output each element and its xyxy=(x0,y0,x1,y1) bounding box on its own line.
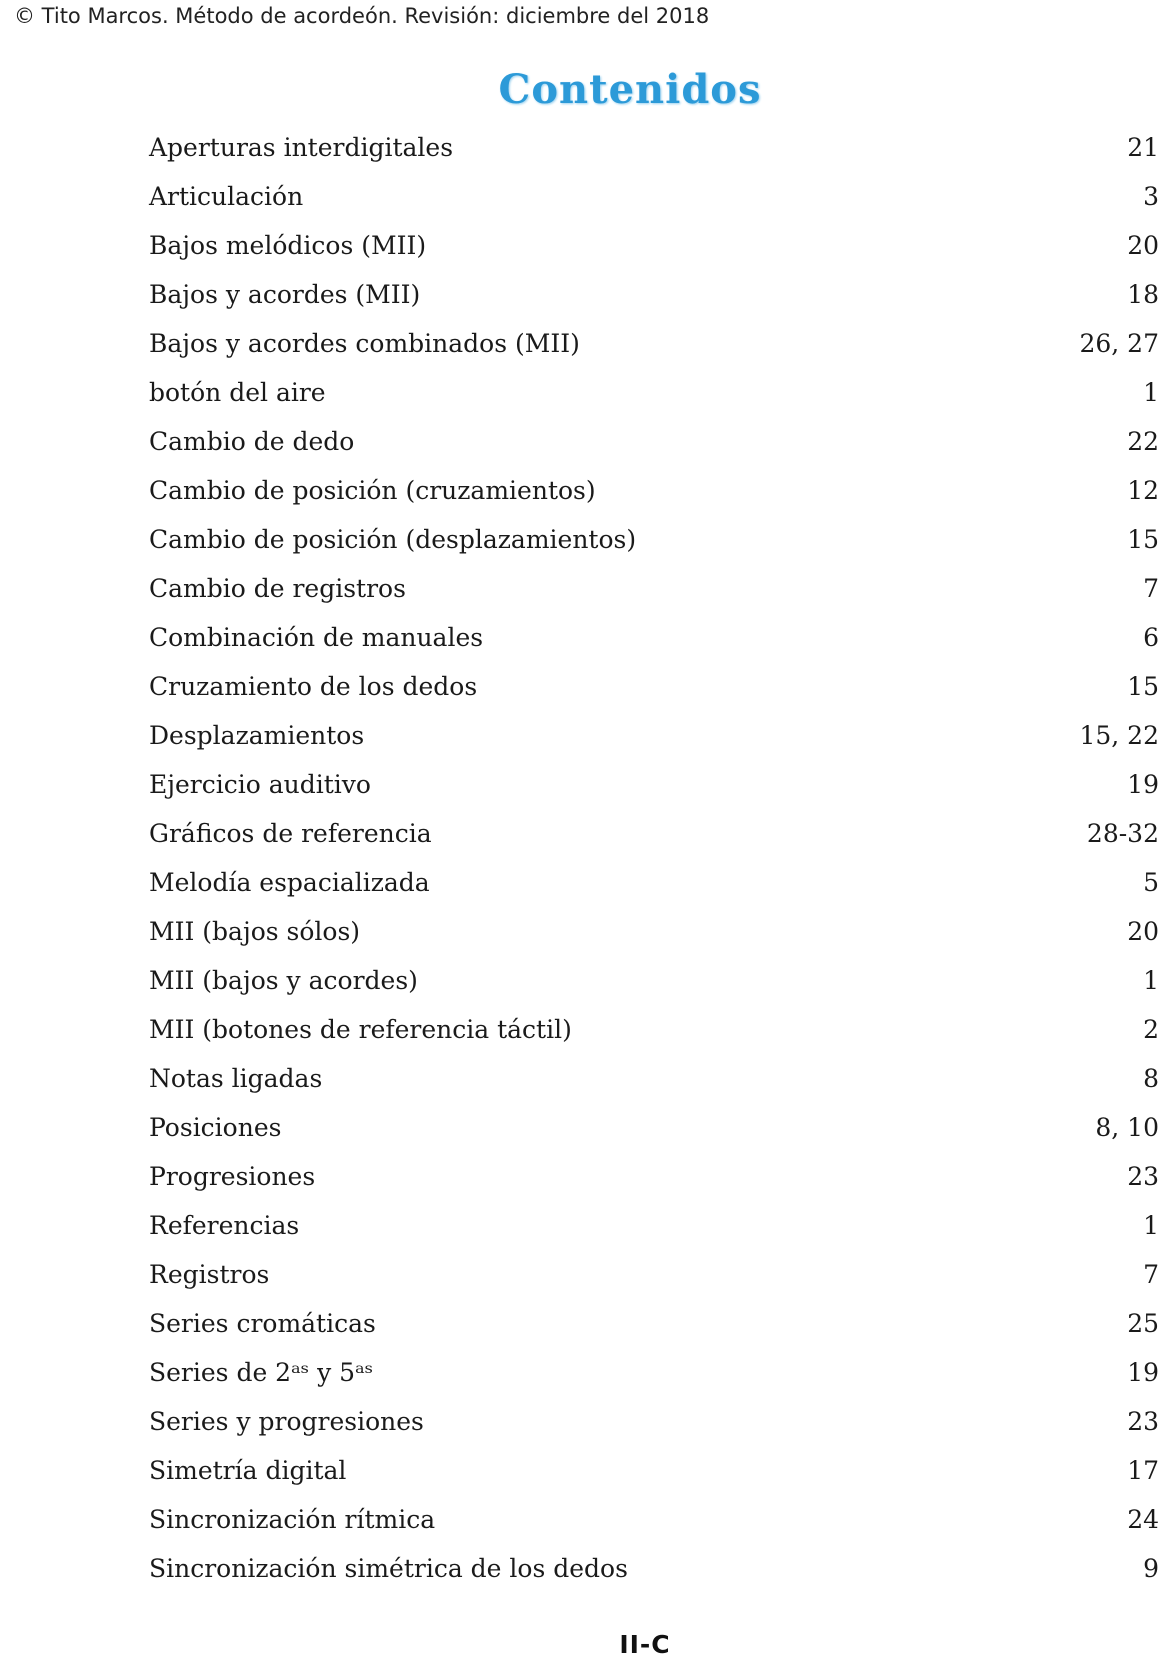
toc-entry-page: 1 xyxy=(1143,378,1159,407)
toc-entry-page: 23 xyxy=(1127,1407,1159,1436)
toc-entry xyxy=(149,319,1159,368)
toc-entry-label: Articulación xyxy=(149,182,304,211)
toc-entry xyxy=(149,662,1159,711)
toc-entry xyxy=(149,1250,1159,1299)
toc-entry-label: Bajos melódicos (MII) xyxy=(149,231,427,260)
toc-entry-page: 12 xyxy=(1127,476,1159,505)
toc-entry-page: 1 xyxy=(1143,966,1159,995)
toc-entry-page: 21 xyxy=(1127,133,1159,162)
toc-entry-page: 19 xyxy=(1127,770,1159,799)
toc-entry-label: Sincronización rítmica xyxy=(149,1505,436,1534)
toc-entry-label: Melodía espacializada xyxy=(149,868,430,897)
toc-entry xyxy=(149,368,1159,417)
toc-entry-page: 25 xyxy=(1127,1309,1159,1338)
toc-entry xyxy=(149,956,1159,1005)
toc-entry-page: 8 xyxy=(1143,1064,1159,1093)
toc-entry-label: Series y progresiones xyxy=(149,1407,424,1436)
toc-entry-label: Simetría digital xyxy=(149,1456,347,1485)
toc-entry-label: Registros xyxy=(149,1260,270,1289)
toc-entry-label: Referencias xyxy=(149,1211,300,1240)
toc-entry-page: 6 xyxy=(1143,623,1159,652)
toc-entry-label: Progresiones xyxy=(149,1162,316,1191)
toc-entry xyxy=(149,1005,1159,1054)
toc-entry-label: MII (bajos y acordes) xyxy=(149,966,418,995)
toc-entry xyxy=(149,809,1159,858)
toc-entry-page: 24 xyxy=(1127,1505,1159,1534)
toc-entry-label: Series cromáticas xyxy=(149,1309,376,1338)
toc-entry-page: 2 xyxy=(1143,1015,1159,1044)
toc-entry xyxy=(149,907,1159,956)
toc-entry-page: 28-32 xyxy=(1086,819,1159,848)
toc-entry-page: 15, 22 xyxy=(1079,721,1159,750)
toc-entry-page: 15 xyxy=(1127,525,1159,554)
toc-entry-label: Series de 2ᵃˢ y 5ᵃˢ xyxy=(149,1358,374,1387)
toc-entry xyxy=(149,221,1159,270)
toc-entry-page: 23 xyxy=(1127,1162,1159,1191)
toc-entry-label: Notas ligadas xyxy=(149,1064,323,1093)
toc-entry-label: Cambio de posición (cruzamientos) xyxy=(149,476,596,505)
toc-entry-page: 17 xyxy=(1127,1456,1159,1485)
toc-entry xyxy=(149,1103,1159,1152)
toc-entry-page: 20 xyxy=(1127,231,1159,260)
toc-entry-label: Cruzamiento de los dedos xyxy=(149,672,478,701)
toc-entry-label: Desplazamientos xyxy=(149,721,365,750)
toc-entry-label: Cambio de registros xyxy=(149,574,406,603)
toc-entry-page: 26, 27 xyxy=(1079,329,1159,358)
toc-entry xyxy=(149,270,1159,319)
toc-entry-label: Cambio de dedo xyxy=(149,427,355,456)
toc-entry-label: Bajos y acordes combinados (MII) xyxy=(149,329,580,358)
toc-entry-page: 7 xyxy=(1143,1260,1159,1289)
toc-entry-page: 8, 10 xyxy=(1095,1113,1159,1142)
toc-entry-page: 3 xyxy=(1143,182,1159,211)
toc-entry-label: MII (botones de referencia táctil) xyxy=(149,1015,572,1044)
toc-entry xyxy=(149,1152,1159,1201)
toc-entry-page: 22 xyxy=(1127,427,1159,456)
toc-entry xyxy=(149,172,1159,221)
toc-entry xyxy=(149,1299,1159,1348)
toc-entry-label: Posiciones xyxy=(149,1113,282,1142)
toc-entry-page: 18 xyxy=(1127,280,1159,309)
toc-entry-label: Gráficos de referencia xyxy=(149,819,432,848)
toc-entry xyxy=(149,1201,1159,1250)
page-number: II-C xyxy=(619,1630,671,1659)
toc-entry-label: botón del aire xyxy=(149,378,326,407)
toc-entry-page: 15 xyxy=(1127,672,1159,701)
copyright-notice: © Tito Marcos. Método de acordeón. Revisión: diciembre del 2018 xyxy=(14,4,710,28)
toc-entry-page: 20 xyxy=(1127,917,1159,946)
toc-entry xyxy=(149,515,1159,564)
toc-entry xyxy=(149,123,1159,172)
toc-entry-label: Aperturas interdigitales xyxy=(149,133,454,162)
toc-entry-page: 7 xyxy=(1143,574,1159,603)
toc-entry xyxy=(149,1054,1159,1103)
toc-entry xyxy=(149,1446,1159,1495)
toc-entry xyxy=(149,564,1159,613)
toc-entry xyxy=(149,1348,1159,1397)
toc-entry-label: Combinación de manuales xyxy=(149,623,484,652)
toc-entry xyxy=(149,858,1159,907)
toc-entry xyxy=(149,760,1159,809)
toc-entry-label: Sincronización simétrica de los dedos xyxy=(149,1554,628,1583)
toc-entry-page: 5 xyxy=(1143,868,1159,897)
toc-entry-label: Bajos y acordes (MII) xyxy=(149,280,421,309)
toc-entry xyxy=(149,1544,1159,1593)
toc-entry xyxy=(149,466,1159,515)
toc-entry-label: MII (bajos sólos) xyxy=(149,917,361,946)
page-title: Contenidos xyxy=(498,66,762,113)
toc-entry xyxy=(149,711,1159,760)
toc-entry-page: 1 xyxy=(1143,1211,1159,1240)
toc-entry xyxy=(149,1495,1159,1544)
toc-entry-label: Cambio de posición (desplazamientos) xyxy=(149,525,637,554)
toc-entry xyxy=(149,417,1159,466)
toc-entry-page: 9 xyxy=(1143,1554,1159,1583)
table-of-contents xyxy=(149,123,1159,1593)
toc-entry xyxy=(149,1397,1159,1446)
toc-entry-page: 19 xyxy=(1127,1358,1159,1387)
toc-entry-label: Ejercicio auditivo xyxy=(149,770,371,799)
toc-entry xyxy=(149,613,1159,662)
